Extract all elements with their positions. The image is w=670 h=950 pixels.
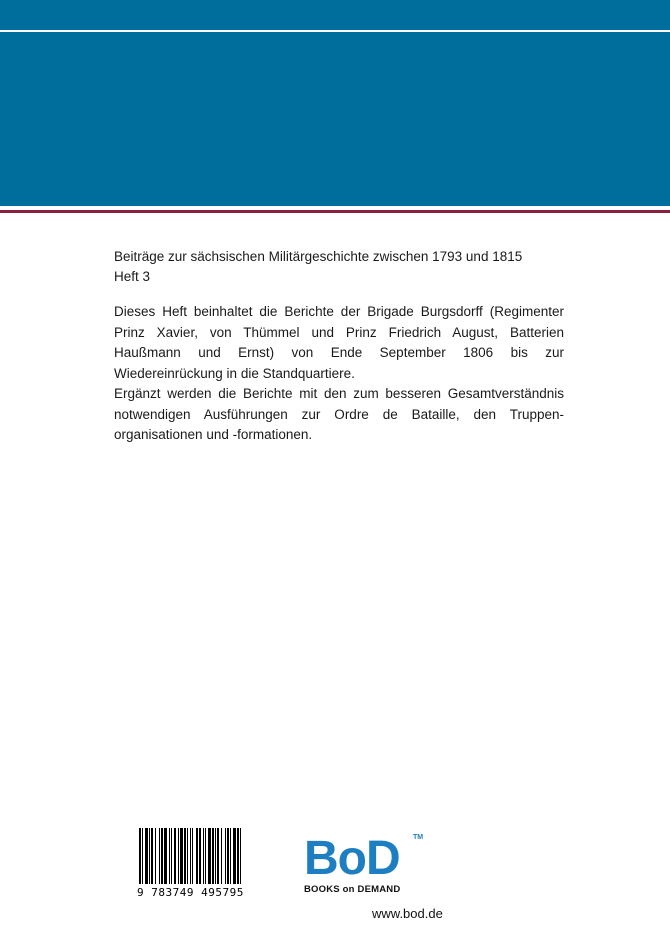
publisher-url[interactable]: www.bod.de [372,906,443,921]
header-divider-white [0,30,670,32]
barcode-bar [155,828,156,884]
barcode-bar [196,828,198,884]
barcode-bar [227,828,229,884]
bod-trademark: TM [413,834,424,841]
barcode-bar [208,828,211,884]
barcode-bar [164,828,167,884]
barcode-bar [199,828,201,884]
barcode-bar [221,828,222,884]
barcode-bar [161,828,163,884]
barcode-bar [159,828,160,884]
barcode-bar [151,828,153,884]
barcode-bar [174,828,176,884]
series-info [114,247,564,287]
barcode-bar [149,828,150,884]
barcode-bar [203,828,204,884]
barcode-bar [233,828,236,884]
barcode-bar [205,828,206,884]
barcode-bar [145,828,148,884]
barcode-bar [169,828,170,884]
barcode-bar [240,828,241,884]
barcode-bar [187,828,188,884]
blurb-paragraph-1: Dieses Heft beinhaltet die Berichte der Brigade Burgsdorff (Regimenter Prinz Xavier, von Thümmel und Prinz Friedrich August, Batterien Haußmann und Ernst) von Ende September 1806 bis zur Wiedereinrückung in die Standquartiere. [114,304,564,381]
barcode-bar [184,828,186,884]
barcode-bar [237,828,239,884]
barcode-bar [212,828,214,884]
blurb [114,302,564,446]
barcode-bar [142,828,143,884]
bod-logo-mark: BoD [304,832,400,885]
blurb-paragraph-2: Ergänzt werden die Berichte mit den zum besseren Gesamtverständnis notwendigen Ausführungen zur Ordre de Bataille, den Truppen-organisationen und -formationen. [114,386,564,442]
barcode-bar [180,828,183,884]
bod-logo [304,832,424,895]
barcode-bar [215,828,216,884]
series-issue: Heft 3 [114,269,151,284]
bod-tagline: BOOKS on DEMAND [304,884,401,895]
barcode-bars [137,828,267,884]
isbn-number: 9 783749 495795 [137,886,244,899]
header-divider-red [0,210,670,213]
barcode-bar [139,828,141,884]
series-title: Beiträge zur sächsischen Militärgeschichte zwischen 1793 und 1815 [114,249,523,264]
barcode-bar [217,828,219,884]
barcode-bar [192,828,193,884]
barcode-bar [178,828,179,884]
barcode-bar [190,828,191,884]
barcode-bar [171,828,172,884]
barcode-bar [225,828,226,884]
barcode-bar [230,828,231,884]
